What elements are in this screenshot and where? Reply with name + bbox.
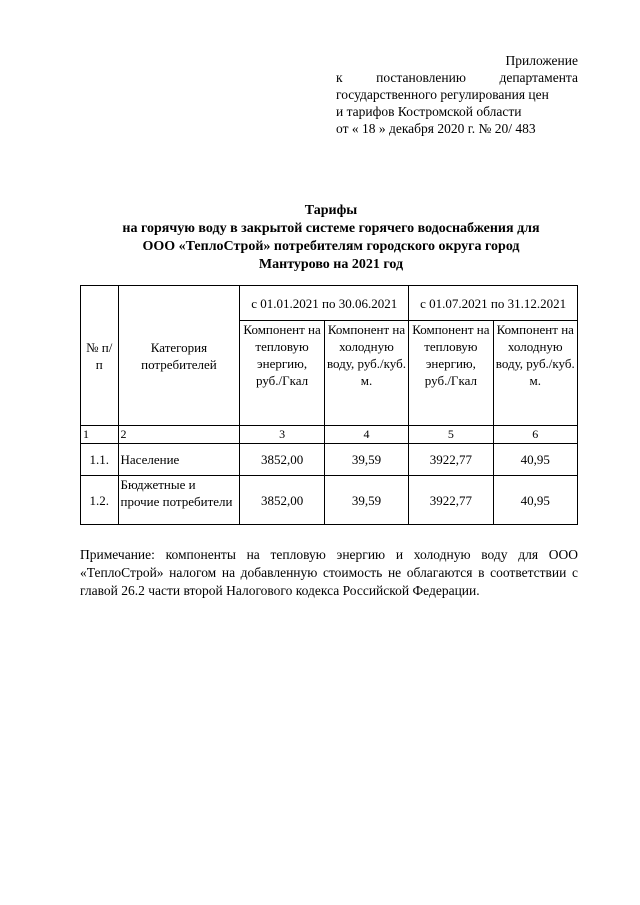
appendix-region: и тарифов Костромской области: [336, 104, 522, 119]
row-category: Бюджетные и прочие потребители: [118, 476, 240, 525]
index-cell: 2: [118, 426, 240, 444]
header-comp-water-2: Компонент на холодную воду, руб./куб. м.: [493, 321, 577, 426]
header-comp-water-1: Компонент на холодную воду, руб./куб. м.: [324, 321, 408, 426]
header-category: Категория потребителей: [118, 286, 240, 426]
header-row-periods: [81, 286, 578, 321]
row-value: 3852,00: [240, 444, 324, 476]
appendix-word: постановлению: [376, 70, 466, 85]
row-value: 3922,77: [409, 476, 493, 525]
title-line: ООО «ТеплоСтрой» потребителям городского округа город: [142, 239, 520, 254]
appendix-department: государственного регулирования цен: [336, 87, 549, 102]
title-line: Мантурово на 2021 год: [258, 257, 404, 272]
row-value: 39,59: [324, 444, 408, 476]
header-period-1: с 01.01.2021 по 30.06.2021: [240, 286, 409, 321]
row-value: 40,95: [493, 476, 577, 525]
row-value: 40,95: [493, 444, 577, 476]
note-paragraph: Примечание: компоненты на тепловую энергию и холодную воду для ООО «ТеплоСтрой» налогом на добавленную стоимость не облагаются в соответствии с главой 26.2 части второй Налогового кодекса Российской Федерации.: [80, 547, 578, 598]
index-cell: 5: [409, 426, 493, 444]
row-value: 3922,77: [409, 444, 493, 476]
header-comp-heat-2: Компонент на тепловую энергию, руб./Гкал: [409, 321, 493, 426]
header-period-2: с 01.07.2021 по 31.12.2021: [409, 286, 578, 321]
index-cell: 4: [324, 426, 408, 444]
tariffs-table: [80, 285, 578, 525]
title-line: Тарифы: [304, 203, 358, 218]
row-num: 1.2.: [81, 476, 119, 525]
appendix-title: Приложение: [505, 53, 578, 68]
index-cell: 1: [81, 426, 119, 444]
table-row: [81, 476, 578, 525]
index-cell: 6: [493, 426, 577, 444]
header-num: № п/п: [81, 286, 119, 426]
index-row: [81, 426, 578, 444]
appendix-header: [336, 52, 578, 137]
table-row: [81, 444, 578, 476]
appendix-word: к: [336, 70, 343, 85]
row-num: 1.1.: [81, 444, 119, 476]
appendix-date-number: от « 18 » декабря 2020 г. № 20/ 483: [336, 121, 536, 136]
row-value: 39,59: [324, 476, 408, 525]
index-cell: 3: [240, 426, 324, 444]
row-value: 3852,00: [240, 476, 324, 525]
document-title: [80, 202, 582, 274]
header-comp-heat-1: Компонент на тепловую энергию, руб./Гкал: [240, 321, 324, 426]
row-category: Население: [118, 444, 240, 476]
appendix-word: департамента: [499, 70, 578, 85]
appendix-resolution-line: [336, 69, 578, 86]
title-line: на горячую воду в закрытой системе горячего водоснабжения для: [122, 221, 540, 236]
